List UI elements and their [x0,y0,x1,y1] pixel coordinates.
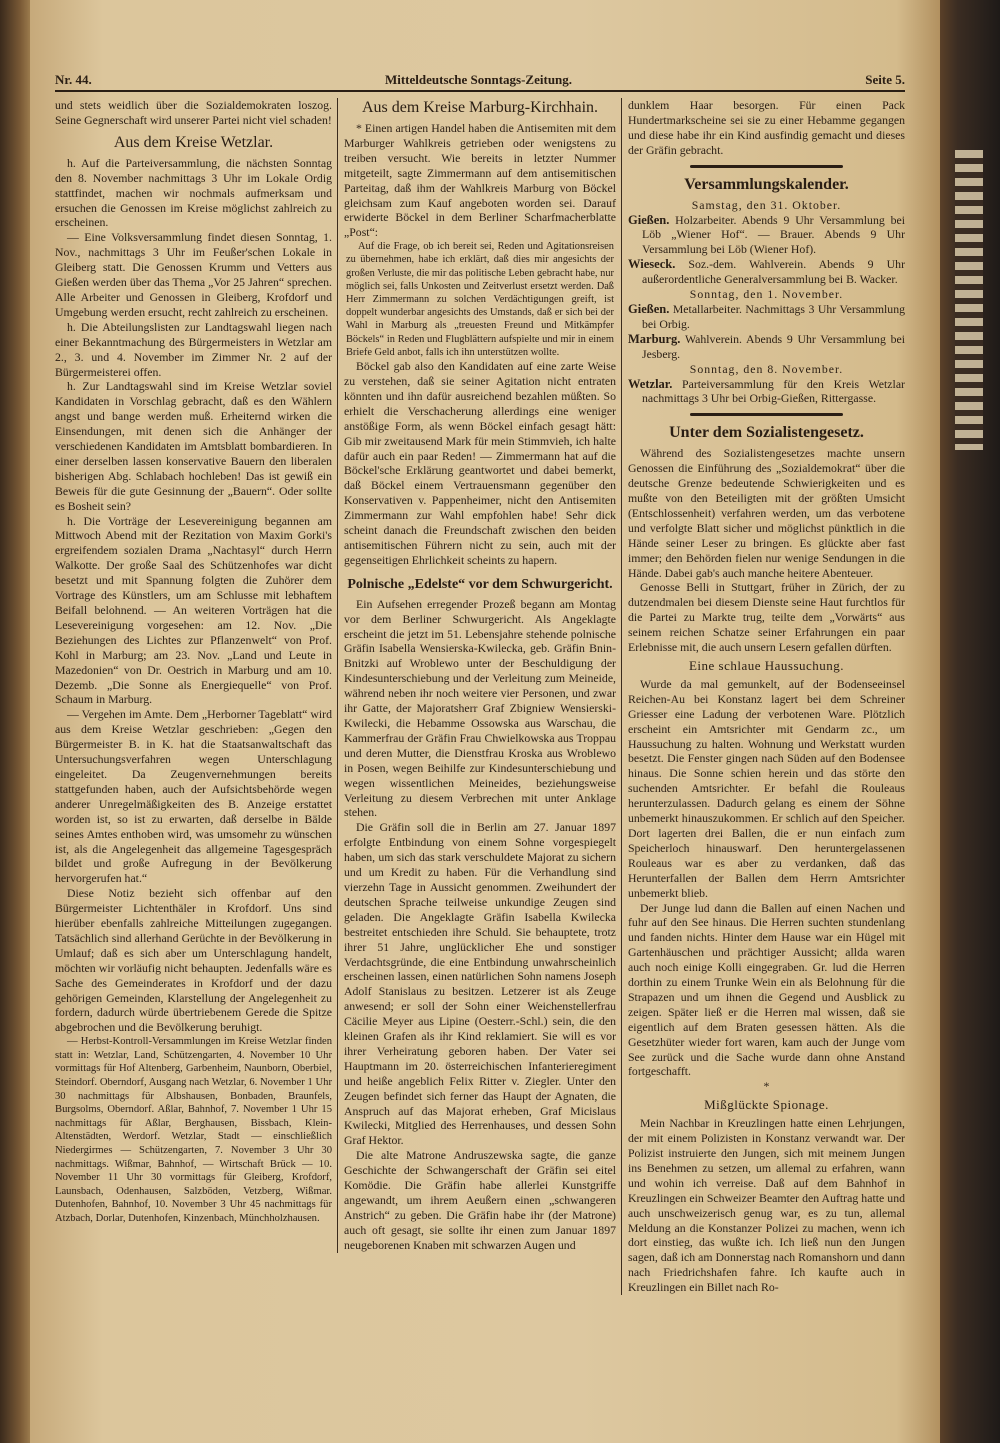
paragraph: Böckel gab also den Kandidaten auf eine zarte Weise zu verstehen, daß sie seiner Agitation nicht entraten könnten und ihn dafür ausreichend bezahlen müßten. So erhielt die Verschacherung allerdings eine weniger anstößige Form, als wenn Böckel einfach gesagt hätt: Gib mir zweitausend Mark für mein Stimmvieh, ich halte dafür auch ein paar Reden! — Zimmermann hat auf die Böckel'sche Erklärung geantwortet und dabei bemerkt, daß Böckel einem Vertrauensmann gegenüber den Konservativen v. Pappenheimer, nicht den Antisemiten Zimmermann zur Wahl empfohlen habe! Sehr dick scheint danach die Freundschaft zwischen den beiden antisemitischen Führern nicht zu sein, auch mit der gegenseitigen Ehrlichkeit scheints zu hapern. [344,359,616,567]
paragraph: — Herbst-Kontroll-Versammlungen im Kreise Wetzlar finden statt in: Wetzlar, Land, Schützengarten, 4. November 10 Uhr vormittags für Hof Altenberg, Garbenheim, Naunborn, Oberbiel, Steindorf. Oberndorf, Ausgang nach Wetzlar, 6. November 1 Uhr 30 nachmittags für Albshausen, Bonbaden, Braunfels, Burgsolms, Oberndorf. Aßlar, Bahnhof, 7. November 1 Uhr 15 nachmittags für Aßlar, Berghausen, Bissbach, Klein-Altenstädten, Werdorf. Wetzlar, Stadt — einschließlich Niedergirmes — Schützengarten, 7. November 3 Uhr 30 nachmittags. Wißmar, Bahnhof, — Wirtschaft Brück — 10. November 11 Uhr 30 vormittags für Gleiberg, Krofdorf, Launsbach, Odenhausen, Salzböden, Vetzberg, Wißmar. Dutenhofen, Bahnhof, 10. November 3 Uhr 45 nachmittags für Atzbach, Dorlar, Dutenhofen, Kinzenbach, Münchholzhausen. [55,1036,332,1224]
newspaper-title: Mitteldeutsche Sonntags-Zeitung. [384,72,573,87]
paragraph: Ein Aufsehen erregender Prozeß begann am Montag vor dem Berliner Schwurgericht. Als Angeklagte erscheint die jetzt im 51. Lebensjahre stehende polnische Gräfin Isabella Wensierska-Kwilecka, geb. Gräfin Bnin-Bnitzki auf Wroblewo unter der Beschuldigung der Kindesunterschiebung und der Verleitung zum Meineide, während neben ihr noch weitere vier Personen, und zwar ihr Gatte, der Majoratsherr Graf Zbigniew Wensierski-Kwilecki, die Hebamme Ossowska aus Warschau, die Kammerfrau der Gräfin Frau Chwielkowska aus Troppau und deren Mutter, die Dienstfrau Kroska aus Wroblewo in Posen, wegen Beihilfe zur Kindesunterschiebung und wegen wissentlichen Meineides, beziehungsweise Verleitung zu diesem Verbrechen mit unter Anklage stehen. [344,596,616,820]
column-2 [337,98,621,1253]
divider [690,165,842,168]
paragraph: Wurde da mal gemunkelt, auf der Bodenseeinsel Reichen-Au bei Konstanz lagert bei dem Schreiner Griesser eine Ladung der verbotenen Ware. Plötzlich erscheint ein Amtsrichter mit Gendarm zc., um Haussuchung zu halten. Wohnung und Werkstatt wurden besetzt. Die Fenster gingen nach Süden auf den Bodensee hinaus. Die Sonne schien herein und das störte den suchenden Amtsrichter. Er befahl die Rouleaus herunterzulassen. Dadurch gelang es einem der Söhne unbemerkt hinauszukommen. Er schlich auf den Speicher. Dort lagerten drei Ballen, die er nun einfach zum Speicherloch hinauswarf. Den heruntergelassenen Rouleaus war es aber zu verdanken, daß das Herunterfallen der Ballen dem Herrn Amtsrichter unbemerkt blieb. [628,676,905,900]
place: Marburg. [628,331,681,346]
paragraph: Die alte Matrone Andruszewska sagte, die ganze Geschichte der Schwangerschaft der Gräfin sei eitel Komödie. Die Gräfin habe allerlei Kunstgriffe angewandt, um ihrem Aeußern einen „schwangeren Anstrich“ zu geben. Die Gräfin habe ihr (der Matrone) auch oft gesagt, sie sollte ihr einen zum Januar 1897 neugeborenen Knaben mit schwarzen Augen und [344,1148,616,1252]
columns [55,98,905,1295]
entry-text: Wahlverein. Abends 9 Uhr Versammlung bei Jesberg. [642,331,905,361]
issue-number: Nr. 44. [55,72,92,87]
calendar-entry [628,213,905,258]
place: Wetzlar. [628,376,673,391]
meeting-calendar [628,175,905,407]
entry-text: Metallarbeiter. Nachmittags 3 Uhr Versammlung bei Orbig. [642,301,906,331]
divider [690,413,842,416]
separator-star: * [763,1079,770,1094]
entry-text: Holzarbeiter. Abends 9 Uhr Versammlung bei Löb „Wiener Hof“. — Brauer. Abends 9 Uhr Versammlung bei Löb (Wiener Hof). [642,212,905,257]
place: Gießen. [628,301,670,316]
paragraph: Der Junge lud dann die Ballen auf einen Nachen und fuhr auf den See hinaus. Die Herren suchten stundenlang und fanden nichts. Hinter dem Hause war ein Hügel mit Gartenhäuschen und prächtiger Aussicht; allda waren auch noch einige Kolli eingegraben. Gr. lud die Herren dorthin zu einem Trunke Wein ein als Belohnung für die Strapazen und um ihnen die Gegend und Ausblick zu zeigen. Später ließ er die Herren mal wissen, daß sie eigentlich auf dem Braten gesessen hätten. Als die Gesetzhüter wieder fort waren, kam auch der Junge vom See zurück und die Sache wurde dann ohne Anstand fortgeschafft. [628,900,905,1079]
calendar-entry [628,377,905,407]
entry-text: Soz.-dem. Wahlverein. Abends 9 Uhr außerordentliche Generalversammlung bei B. Wacker. [642,257,905,287]
paragraph: Die Gräfin soll die in Berlin am 27. Januar 1897 erfolgte Entbindung von einem Sohne vorgespiegelt haben, um sich das stark verschuldete Majorat zu sichern und um Kredit zu haben. Für die Verhandlung sind vierzehn Tage in Aussicht genommen. Zweihundert der deutschen Sprache teilweise unkundige Zeugen sind geladen. Die Angeklagte Gräfin Isabella Kwilecka bestreitet entschieden ihre Schuld. Sie behauptete, trotz ihrer 51 Jahre, unglücklicher Ehe und sonstiger Verdachtsgründe, die eine Entbindung unwahrscheinlich erscheinen lassen, einen natürlichen Sohn namens Joseph Adolf Stanislaus zu besitzen. Letzerer ist als Zeuge anwesend; er soll der Sohn einer Weichenstellerfrau Cäcilie Meyer aus Lipine (Oesterr.-Schl.) sein, die den kleinen Grafen als ihr Kind reklamiert. Sie will es vor ihrer Verheiratung geboren haben. Der Vater sei Hauptmann im 20. österreichischen Infanterieregiment und heiße angeblich Felix Ritter v. Ziegler. Unter den Zeugen befindet sich ferner das Haupt der Agnaten, die Anspruch auf das Majorat erheben, Graf Micislaus Kwilecki, Mitglied des Herrenhauses, und dessen Sohn Graf Hektor. [344,820,616,1148]
entry-text: Parteiversammlung für den Kreis Wetzlar nachmittags 3 Uhr bei Orbig-Gießen, Rittergasse. [642,376,905,406]
paragraph: — Vergehen im Amte. Dem „Herborner Tageblatt“ wird aus dem Kreise Wetzlar geschrieben: „Gegen den Bürgermeister B. in K. hat die Staatsanwaltschaft das Untersuchungsverfahren wegen Unterschlagung eingeleitet. Da Zeugenvernehmungen bereits stattgefunden haben, auch der Aufsichtsbehörde wegen anderer Unregelmäßigkeiten des B. Anzeige erstattet worden ist, so ist zu erwarten, daß derselbe in Bälde seines Amtes enthoben wird, was umsomehr zu wünschen ist, als die Angelegenheit das allgemeine Tagesgespräch bildet und große Aufregung in der Bevölkerung hervorgerufen hat.“ [55,707,332,886]
calendar-entry [628,332,905,362]
calendar-entry [628,257,905,287]
page-number: Seite 5. [865,72,905,87]
paragraph: Genosse Belli in Stuttgart, früher in Zürich, der zu dutzendmalen bei diesem Dienste seine Haut furchtlos für die Partei zu Markte trug, teilte dem „Vorwärts“ aus seinem reichen Schatze seiner Erfahrungen ein paar Erlebnisse mit, die auch unsern Lesern gefallen dürften. [628,580,905,655]
paragraph: h. Die Vorträge der Lesevereinigung begannen am Mittwoch Abend mit der Rezitation von Maxim Gorki's ergreifendem sozialen Drama „Nachtasyl“ durch Herrn Walkotte. Der große Saal des Schützenhofes war dicht besetzt und mit Spannung folgten die Zuhörer dem Vortrage des Künstlers, um am Schlusse mit lebhaftem Beifall belohnend. — An weiteren Vorträgen hat die Lesevereinigung vorgesehen: am 12. Nov. „Die Beziehungen des Lichtes zur Pflanzenwelt“ von Prof. Kohl in Marburg; am 23. Nov. „Land und Leute in Mazedonien“ von Dr. Oestrich in Marburg und am 10. Dezemb. „Die Sonne als Energiequelle“ von Prof. Schaum in Marburg. [55,513,332,707]
section-heading: Polnische „Edelste“ vor dem Schwurgericht. [347,576,613,592]
column-1 [55,98,337,1226]
paragraph: und stets weidlich über die Sozialdemokraten loszog. Seine Gegnerschaft wird unserer Partei nicht viel schaden! [55,98,332,127]
quote: Auf die Frage, ob ich bereit sei, Reden und Agitationsreisen zu übernehmen, habe ich erklärt, daß dies mir angesichts der großen Verluste, die mir das politische Leben gebracht habe, nur möglich sei, falls Unkosten und Zeitverlust ersetzt werden. Daß Herr Zimmermann zu solchen Verdächtigungen greift, ist doppelt wunderbar angesichts des Umstands, daß er sich bei der Wahl in Marburg als „treuesten Freund und Mitkämpfer Böckels“ in Reden und Flugblättern aufspielte und mir in einem Briefe Geld anbot, falls ich ihn unterstützen wollte. [346,241,614,358]
paragraph: * Einen artigen Handel haben die Antisemiten mit dem Marburger Wahlkreis getrieben oder wenigstens zu treiben versucht. Wie bereits in letzter Nummer mitgeteilt, sagte Zimmermann auf dem antisemitischen Parteitag, daß ihm der Wahlkreis Marburg von Böckel gleichsam zum Kauf angeboten worden sei. Darauf erwiderte Böckel in dem Berliner Scharfmacherblatte „Post“: [344,121,616,240]
paragraph: h. Die Abteilungslisten zur Landtagswahl liegen nach einer Bekanntmachung des Bürgermeisters in Wetzlar am 2., 3. und 4. November im Zimmer Nr. 2 auf der Bürgermeisterei offen. [55,319,332,379]
calendar-entry [628,302,905,332]
subheading: Mißglückte Spionage. [704,1097,829,1113]
paragraph: h. Zur Landtagswahl sind im Kreise Wetzlar soviel Kandidaten in Vorschlag gebracht, daß es den Wählern angst und bange werden muß. Erheiternd wirken die Einsendungen, mit denen sich die Anhänger der verschiedenen Kandidaten im Amtsblatt bombardieren. In einer derselben lassen konservative Bauern den liberalen bisherigen Abg. Schlabach hochleben! Das ist gewiß ein Beweis für die gute Gesinnung der „Bauern“. Oder sollte es Bosheit sein? [55,379,332,513]
paragraph: Mein Nachbar in Kreuzlingen hatte einen Lehrjungen, der mit einem Polizisten in Konstanz verwandt war. Der Polizist instruierte den Jungen, sich mit meinem Jungen ins Benehmen zu setzen, um allemal zu erfahren, wann und wohin ich verreise. Daß auf dem Bahnhof in Kreuzlingen ein Schweizer Beamter den Auftrag hatte und auch unschweizerisch genug war, es zu tun, allemal Meldung an die Konstanzer Polizei zu machen, wenn ich dort einstieg, das wußte ich. Ich ließ nun den Jungen sagen, daß ich am Donnerstag nach Romanshorn und dann nach Friedrichshafen fahre. Ich kaufte auch in Kreuzlingen ein Billet nach Ro- [628,1116,905,1295]
paragraph: — Eine Volksversammlung findet diesen Sonntag, 1. Nov., nachmittags 3 Uhr im Feußer'schen Lokale in Gleiberg statt. Die Genossen Krumm und Vetters aus Gießen werden über das Thema „Vor 25 Jahren“ sprechen. Alle Arbeiter und Genossen in Gleiberg, Krofdorf und Umgebung werden ersucht, recht zahlreich zu erscheinen. [55,230,332,319]
paragraph: h. Auf die Parteiversammlung, die nächsten Sonntag den 8. November nachmittags 3 Uhr im Lokale Ordig stattfindet, machen wir nochmals aufmerksam und ersuchen die Genossen im Kreise möglichst zahlreich zu erscheinen. [55,155,332,230]
calendar-day: Sonntag, den 1. November. [689,287,844,302]
paragraph: Während des Sozialistengesetzes machte unsern Genossen die Einführung des „Sozialdemokrat“ über die deutsche Grenze bedeutende Schwierigkeiten und es mußte von den Beteiligten mit der größten Umsicht (Entschlossenheit) verfahren werden, um das verbotene und verfolgte Blatt sicher und möglichst pünktlich in die Hände seiner Leser zu bringen. Es glückte aber fast immer; den Behörden fielen nur wenige Sendungen in die Hände. Dabei gab's auch manche heitere Abenteuer. [628,446,905,580]
section-heading: Unter dem Sozialistengesetz. [669,424,864,442]
calendar-day: Sonntag, den 8. November. [689,361,844,376]
section-heading: Aus dem Kreise Marburg-Kirchhain. [361,99,599,116]
calendar-heading: Versammlungskalender. [684,175,849,193]
place: Gießen. [628,212,670,227]
paragraph: dunklem Haar besorgen. Für einen Pack Hundertmarkscheine sei sie zu einer Hebamme gegangen und diese habe ihr ein Kind ausfindig gemacht und dieses der Gräfin gebracht. [628,98,905,157]
page-header [55,72,905,92]
section-heading: Aus dem Kreise Wetzlar. [113,133,274,151]
calendar-day: Samstag, den 31. Oktober. [691,197,842,212]
place: Wieseck. [628,257,676,272]
column-3 [621,98,905,1295]
paragraph: Diese Notiz bezieht sich offenbar auf den Bürgermeister Lichtenthäler in Krofdorf. Uns sind hierüber ebenfalls zahlreiche Mitteilungen zugegangen. Tatsächlich sind allerhand Gerüchte in der Bevölkerung in Umlauf; daß es sich aber um Unterschlagung handelt, möchten wir vorläufig nicht behaupten. Jedenfalls wäre es Sache des Gemeinderates in Krofdorf und der dazu gehörigen Gemeinden, Klarstellung der Angelegenheit zu fordern, dadurch würde übertriebenem Gerede die Spitze abgebrochen und die Bevölkerung beruhigt. [55,886,332,1035]
subheading: Eine schlaue Haussuchung. [688,658,845,673]
